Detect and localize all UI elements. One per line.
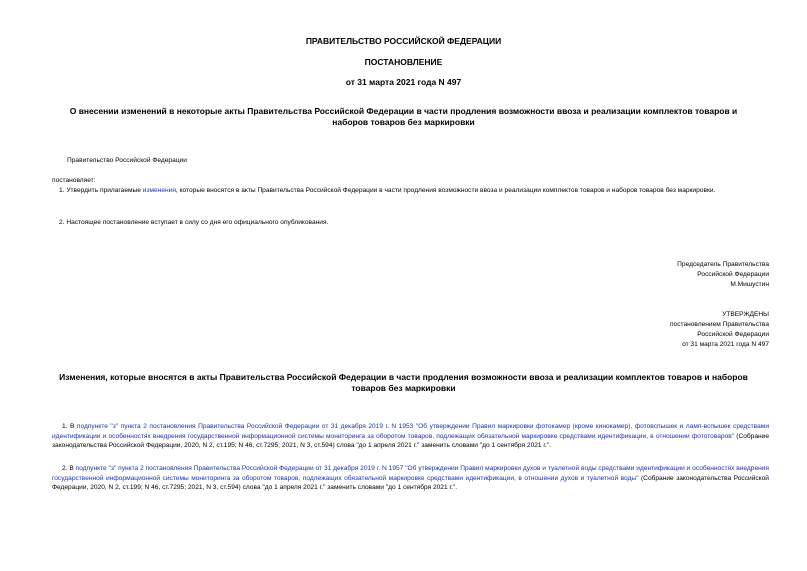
paragraph-2: 2. Настоящее постановление вступает в силу со дня его официального опубликования. (59, 219, 329, 226)
change-item-2-num: 2. В (62, 465, 76, 472)
change-item-2-link[interactable]: подпункте "з" пункта 2 постановления Правительства Российской Федерации от 31 декабря 2019 г. N 1957 "Об утверждении Правил маркировки духов и туалетной воды средствами идентификации и особенностях внедрения государственной информационной системы мониторинга за оборотом товаров, подлежащих обязательной маркировке средствами идентификации, в отношении духов и туалетной воды" (52, 465, 770, 482)
changes-title: Изменения, которые вносятся в акты Правительства Российской Федерации в части продления возможности ввоза и реализации комплектов товаров и наборов товаров без маркировки (59, 372, 748, 393)
document-title: О внесении изменений в некоторые акты Правительства Российской Федерации в части продления возможности ввоза и реализации комплектов товаров и наборов товаров без маркировки (69, 106, 738, 127)
approved-org: Российской Федерации (697, 331, 769, 338)
approved-date: от 31 марта 2021 года N 497 (682, 341, 769, 348)
change-item-1-link[interactable]: подпункте "з" пункта 2 постановления Правительства Российской Федерации от 31 декабря 2019 г. N 1953 "Об утверждении Правил маркировки фотокамер (кроме кинокамер), фотовспышек и ламп-вспышек средствами идентификации и особенностях внедрения государственной информационной системы мониторинга за оборотом товаров, подлежащих обязательной маркировке средствами идентификации, в отношении фототоваров" (52, 423, 769, 440)
approved-block (670, 310, 769, 350)
paragraph-1-rest: , которые вносятся в акты Правительства Российской Федерации в части продления возможности ввоза и реализации комплектов товаров и наборов товаров без маркировки. (175, 187, 716, 194)
change-item-1-num: 1. В (62, 423, 77, 430)
government-rf-text: Правительство Российской Федерации (67, 157, 187, 164)
change-item-1-rest: (Собрание законодательства Российской Федерации, 2020, N 2, ст.195; N 46, ст.7295; 2021, N 3, ст.594) слова "до 1 апреля 2021 г." заменить словами "до 1 сентября 2021 г.". (52, 432, 769, 449)
signature-name: М.Мишустин (730, 281, 769, 288)
signature-position: Председатель Правительства (677, 261, 769, 268)
signature-block (677, 260, 769, 290)
approved-label: УТВЕРЖДЕНЫ (722, 311, 769, 318)
change-item-1 (52, 422, 769, 451)
changes-link[interactable]: изменения (142, 187, 176, 194)
change-item-2 (52, 464, 769, 493)
paragraph-1-lead: 1. Утвердить прилагаемые (59, 187, 143, 194)
header-date-number: от 31 марта 2021 года N 497 (345, 77, 462, 87)
change-item-2-rest: (Собрание законодательства Российской Федерации, 2020, N 2, ст.199; N 46, ст.7295; 2021, N 3, ст.594) слова "до 1 апреля 2021 г." заменить словами "до 1 сентября 2021 г.". (52, 474, 769, 491)
header-government: ПРАВИТЕЛЬСТВО РОССИЙСКОЙ ФЕДЕРАЦИИ (305, 36, 502, 46)
decides-text: постановляет: (52, 177, 96, 184)
approved-by: постановлением Правительства (669, 321, 769, 328)
paragraph-1 (52, 186, 769, 196)
header-doc-type: ПОСТАНОВЛЕНИЕ (364, 57, 443, 67)
signature-org: Российской Федерации (697, 271, 769, 278)
